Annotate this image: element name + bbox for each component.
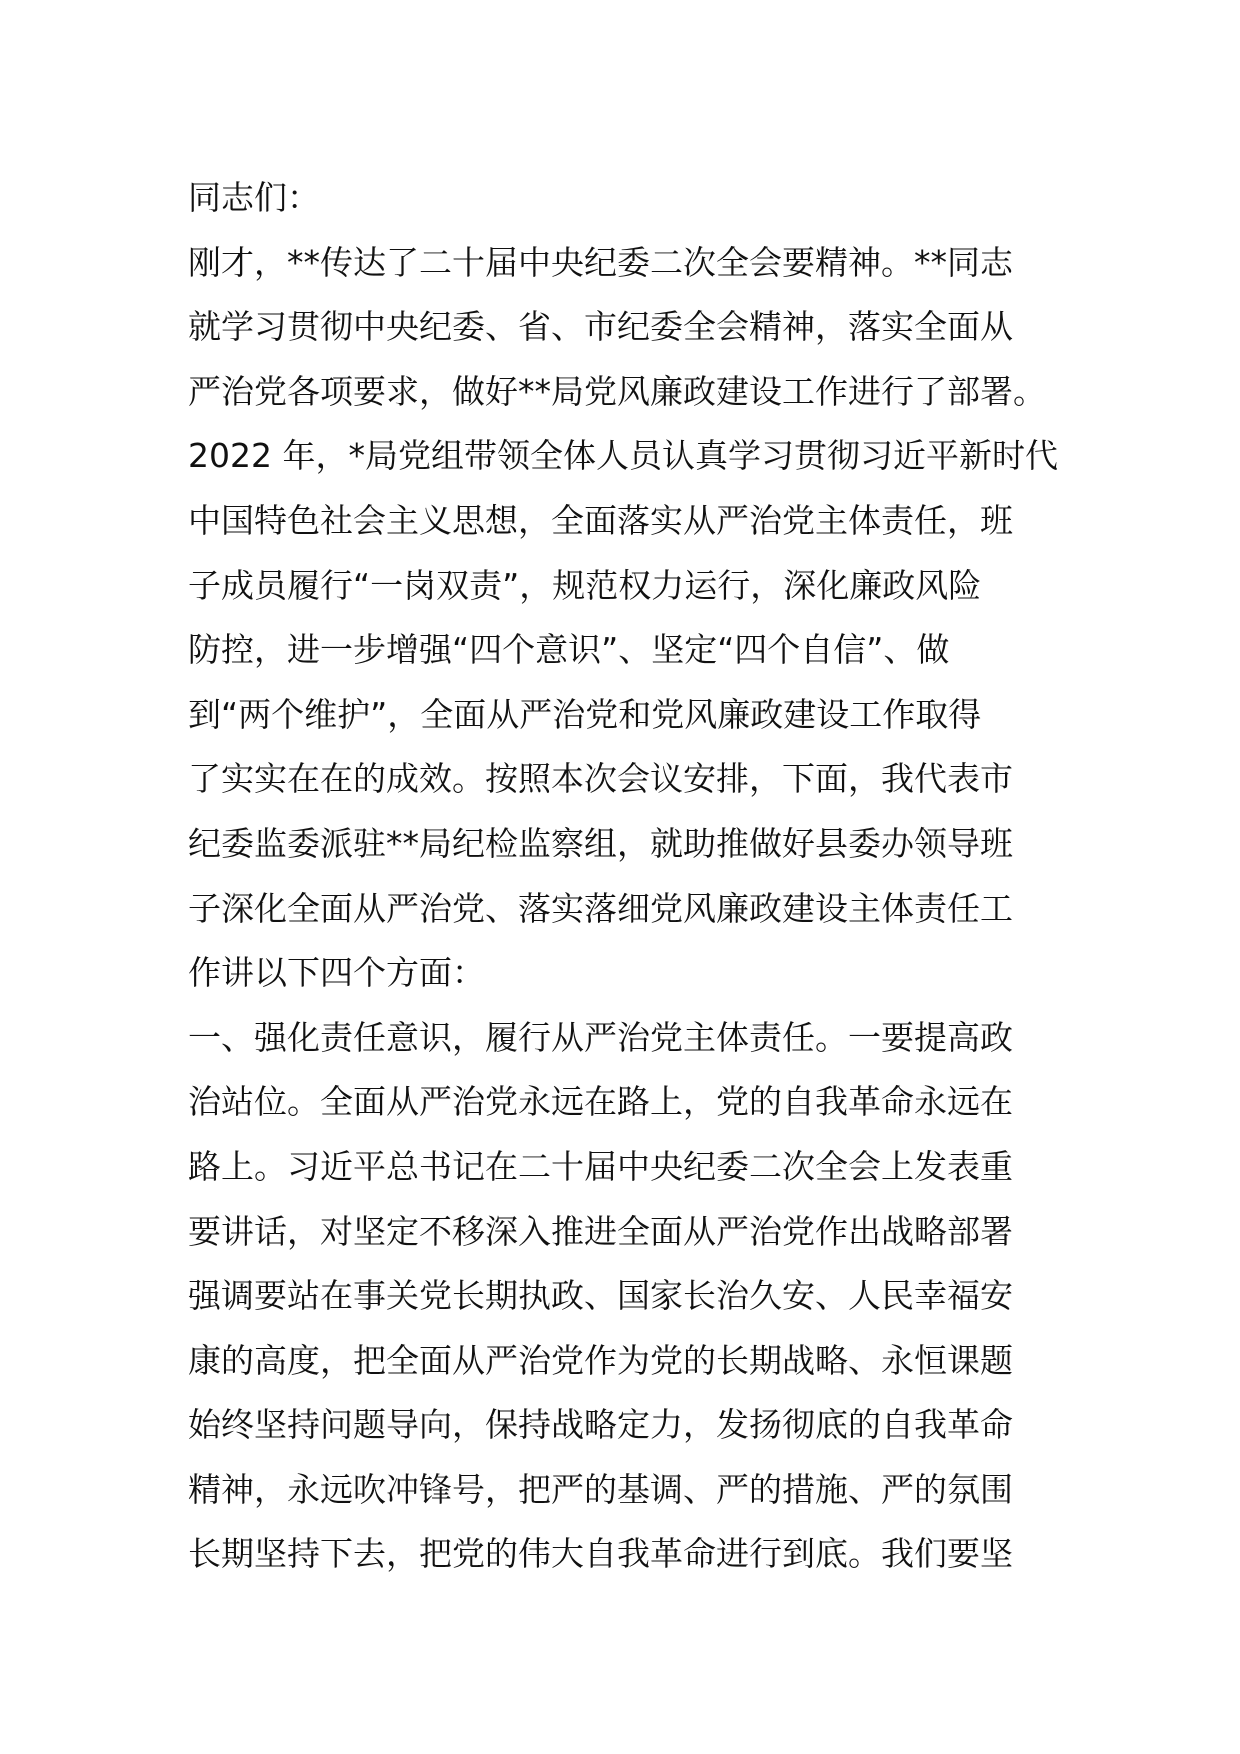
text-line-16: 路上。习近平总书记在二十届中央纪委二次全会上发表重 bbox=[188, 1146, 1013, 1186]
text-line-6: 中国特色社会主义思想，全面落实从严治党主体责任，班 bbox=[188, 500, 1013, 540]
text-line-3: 就学习贯彻中央纪委、省、市纪委全会精神，落实全面从 bbox=[188, 307, 1013, 347]
text-line-14: 一、强化责任意识，履行从严治党主体责任。一要提高政 bbox=[188, 1017, 1013, 1057]
text-line-5: 2022 年，*局党组带领全体人员认真学习贯彻习近平新时代 bbox=[188, 436, 1058, 476]
text-line-11: 纪委监委派驻**局纪检监察组，就助推做好县委办领导班 bbox=[188, 823, 1013, 863]
text-line-22: 长期坚持下去，把党的伟大自我革命进行到底。我们要坚 bbox=[188, 1534, 1013, 1574]
text-line-18: 强调要站在事关党长期执政、国家长治久安、人民幸福安 bbox=[188, 1276, 1013, 1316]
text-line-8: 防控，进一步增强“四个意识”、坚定“四个自信”、做 bbox=[188, 630, 950, 670]
text-line-7: 子成员履行“一岗双责”，规范权力运行，深化廉政风险 bbox=[188, 565, 982, 605]
text-line-17: 要讲话，对坚定不移深入推进全面从严治党作出战略部署 bbox=[188, 1211, 1013, 1251]
text-line-9: 到“两个维护”，全面从严治党和党风廉政建设工作取得 bbox=[188, 694, 982, 734]
text-line-15: 治站位。全面从严治党永远在路上，党的自我革命永远在 bbox=[188, 1082, 1013, 1122]
text-line-21: 精神，永远吹冲锋号，把严的基调、严的措施、严的氛围 bbox=[188, 1469, 1013, 1509]
text-line-10: 了实实在在的成效。按照本次会议安排，下面，我代表市 bbox=[188, 759, 1013, 799]
text-line-1: 同志们： bbox=[188, 178, 320, 217]
body-text bbox=[188, 166, 1088, 1587]
text-line-4: 严治党各项要求，做好**局党风廉政建设工作进行了部署。 bbox=[188, 371, 1046, 411]
text-line-13: 作讲以下四个方面： bbox=[188, 953, 485, 993]
text-line-19: 康的高度，把全面从严治党作为党的长期战略、永恒课题 bbox=[188, 1340, 1013, 1380]
text-line-20: 始终坚持问题导向，保持战略定力，发扬彻底的自我革命 bbox=[188, 1405, 1013, 1445]
text-line-2: 刚才，**传达了二十届中央纪委二次全会要精神。**同志 bbox=[188, 242, 1013, 282]
text-line-12: 子深化全面从严治党、落实落细党风廉政建设主体责任工 bbox=[188, 888, 1013, 928]
